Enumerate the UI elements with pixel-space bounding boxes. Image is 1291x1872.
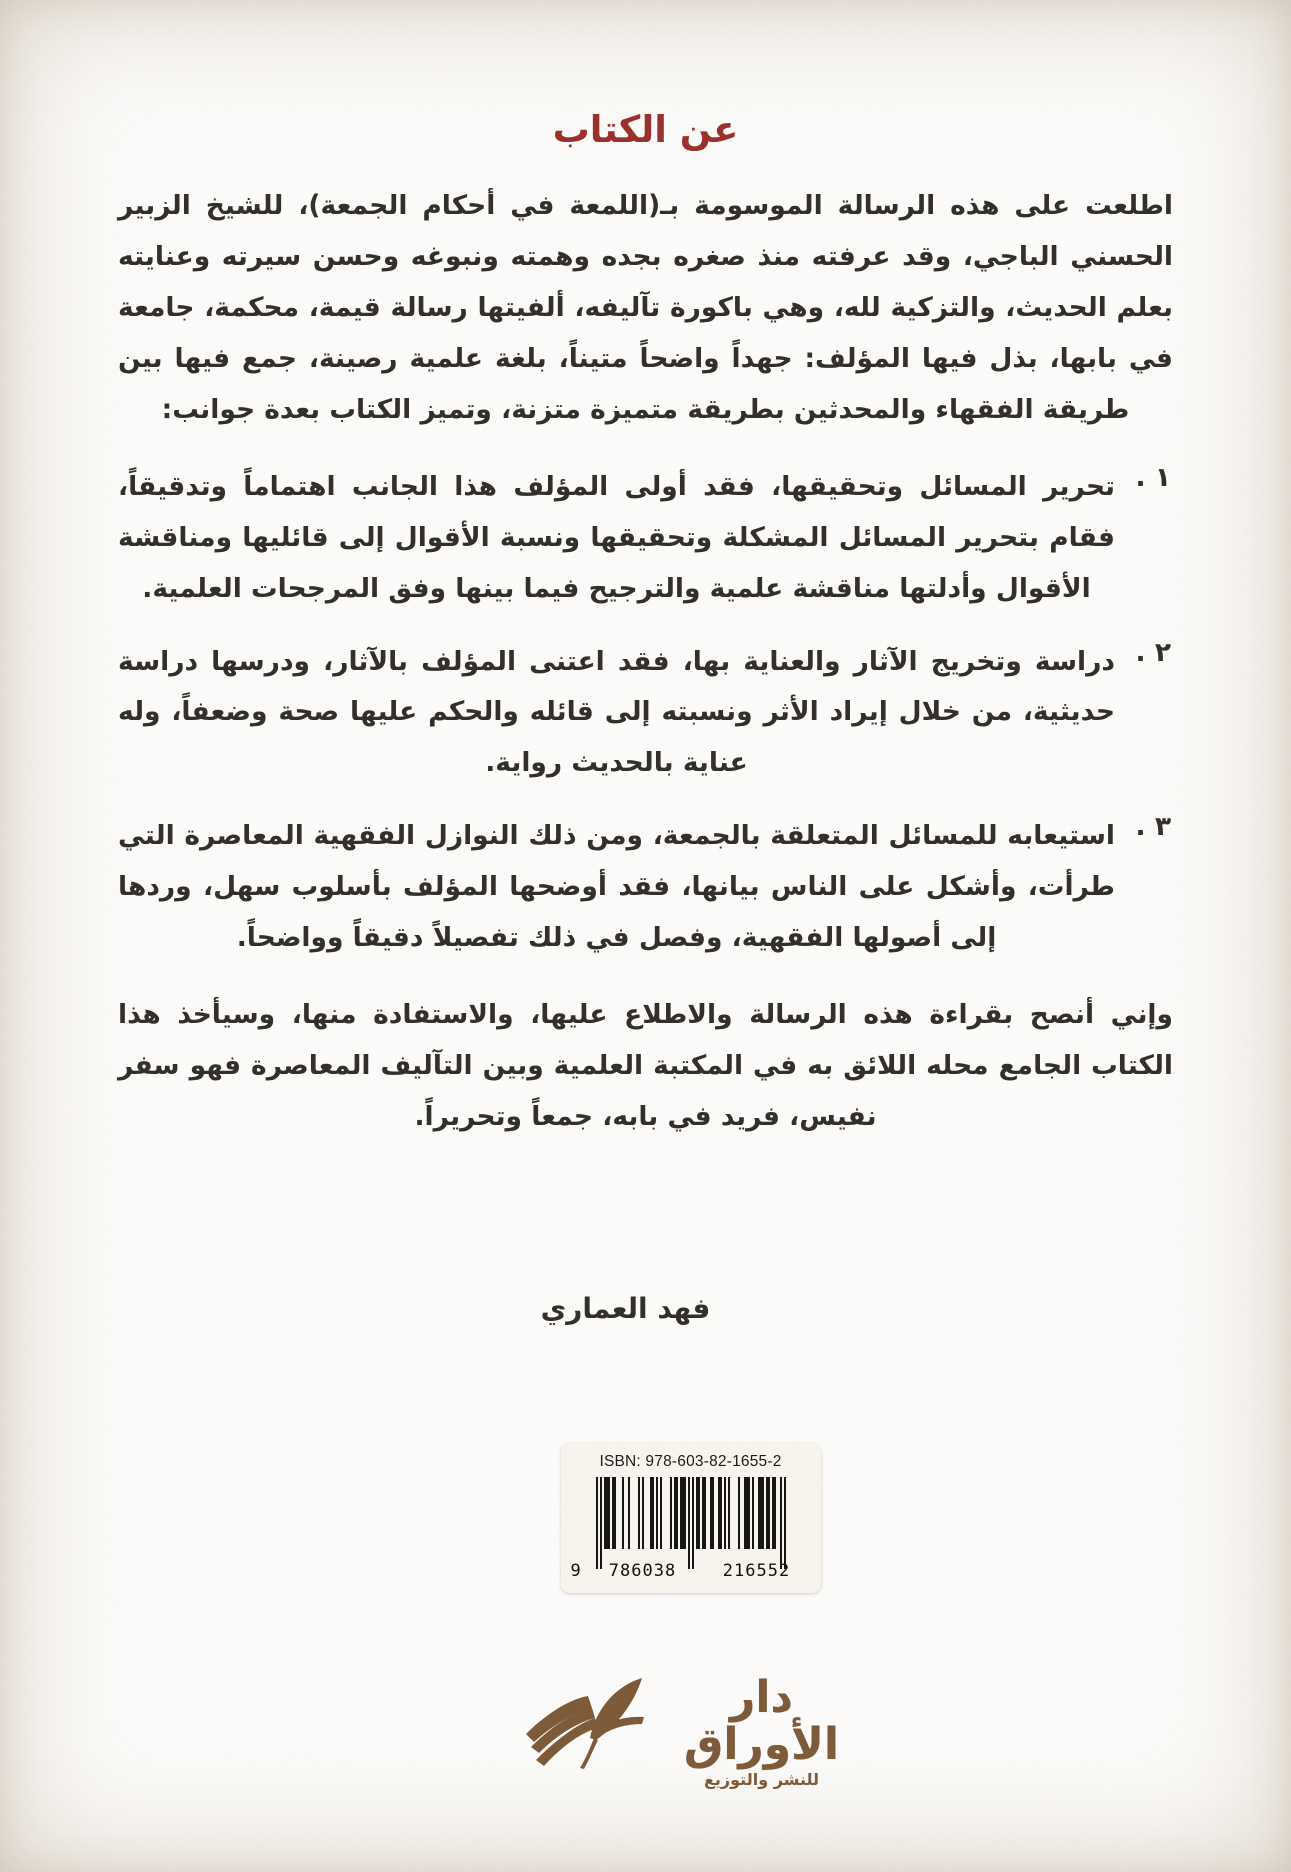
feature-item-3	[118, 811, 1173, 964]
isbn-barcode-label	[561, 1443, 821, 1593]
intro-paragraph: اطلعت على هذه الرسالة الموسومة بـ(اللمعة في أحكام الجمعة)، للشيخ الزبير الحسني الباجي، وقد عرفته منذ صغره بجده وهمته ونبوغه وحسن سيرته وعنايته بعلم الحديث، والتزكية لله، وهي باكورة تآليفه، ألفيتها رسالة قيمة، محكمة، جامعة في بابها، بذل فيها المؤلف: جهداً واضحاً متيناً، بلغة علمية رصينة، جمع فيها بين طريقة الفقهاء والمحدثين بطريقة متميزة متزنة، وتميز الكتاب بعدة جوانب:	[118, 190, 1173, 425]
reviewer-signature: فهد العماري	[540, 1292, 711, 1326]
barcode-digits	[570, 1559, 809, 1582]
publisher-name: دار الأوراق	[684, 1672, 839, 1770]
feature-number: ٢ .	[1135, 636, 1171, 668]
feature-list	[118, 462, 1173, 964]
feature-item-2	[118, 637, 1173, 790]
barcode-digit-first: 9	[570, 1561, 581, 1582]
feature-number: ٣ .	[1135, 811, 1171, 843]
publisher-logo	[516, 1667, 856, 1788]
feature-text: دراسة وتخريج الآثار والعناية بها، فقد اعتنى المؤلف بالآثار، ودرسها دراسة حديثية، من خلال إيراد الأثر ونسبته إلى قائله والحكم عليها صحة وضعفاً، وله عناية بالحديث رواية.	[118, 645, 1115, 779]
ean13-barcode	[570, 1477, 809, 1582]
open-book-quill-icon	[516, 1668, 666, 1788]
about-the-book-title: عن الكتاب	[552, 108, 739, 151]
barcode-digits-left: 786038	[608, 1561, 677, 1582]
feature-item-1	[118, 462, 1173, 615]
barcode-bars	[573, 1477, 809, 1569]
publisher-subtitle: للنشر والتوزيع	[703, 1769, 820, 1789]
publisher-wordmark	[668, 1672, 856, 1789]
barcode-digits-right: 216552	[722, 1561, 791, 1582]
feature-number: ١ .	[1135, 461, 1171, 493]
feature-text: استيعابه للمسائل المتعلقة بالجمعة، ومن ذلك النوازل الفقهية المعاصرة التي طرأت، وأشكل على الناس بيانها، فقد أوضحها المؤلف بأسلوب سهل، وردها إلى أصولها الفقهية، وفصل في ذلك تفصيلاً دقيقاً وواضحاً.	[118, 820, 1115, 953]
closing-paragraph: وإني أنصح بقراءة هذه الرسالة والاطلاع عليها، والاستفادة منها، وسيأخذ هذا الكتاب الجامع محله اللائق به في المكتبة العلمية وبين التآليف المعاصرة فهو سفر نفيس، فريد في بابه، جمعاً وتحريراً.	[118, 998, 1173, 1132]
feature-text: تحرير المسائل وتحقيقها، فقد أولى المؤلف هذا الجانب اهتماماً وتدقيقاً، فقام بتحرير المسائل المشكلة وتحقيقها ونسبة الأقوال إلى قائليها ومناقشة الأقوال وأدلتها مناقشة علمية والترجيح فيما بينها وفق المرجحات العلمية.	[118, 470, 1115, 604]
isbn-text: ISBN: 978-603-82-1655-2	[599, 1453, 782, 1471]
